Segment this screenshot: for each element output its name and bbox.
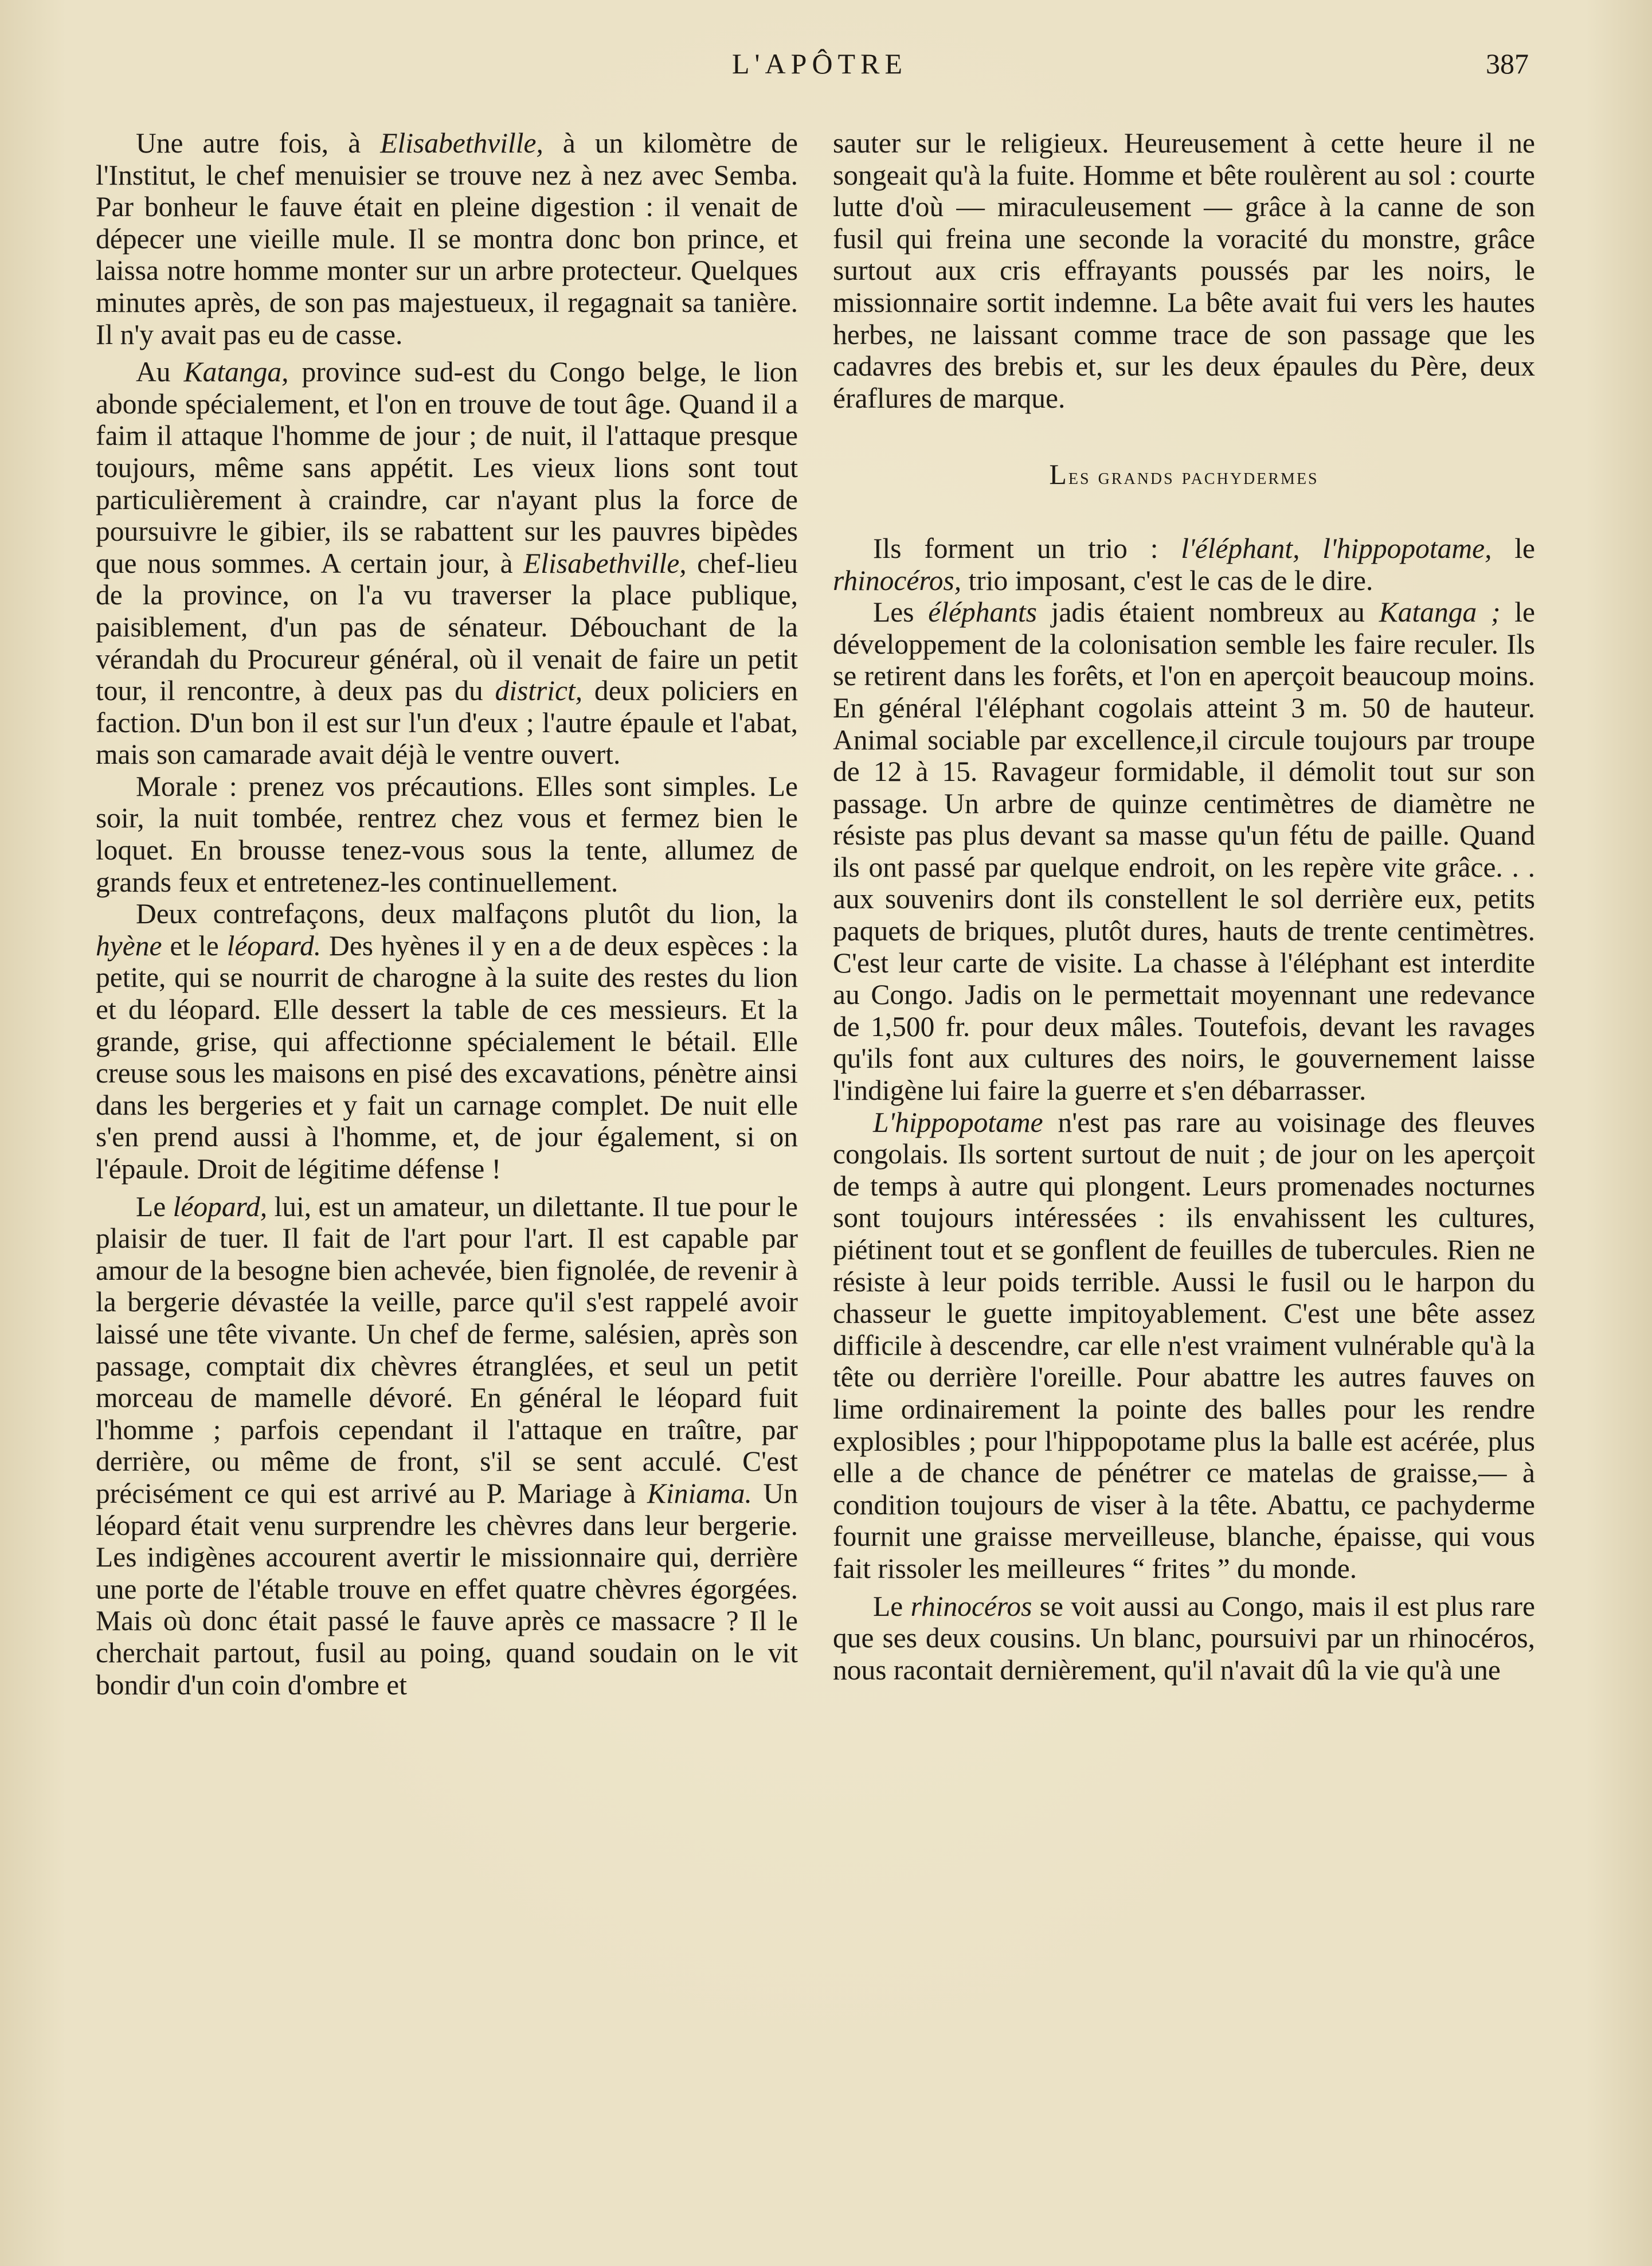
place-name: Katanga ;	[1379, 596, 1501, 628]
text-run: Ils forment un trio :	[873, 532, 1181, 564]
text-run: se voit aussi au Congo, mais il est plus rare que ses deux cousins. Un blanc, poursuivi par un rhinocéros, nous racontait dernièrement, qu'il n'avait dû la vie qu'à une	[833, 1590, 1535, 1686]
paragraph	[96, 127, 798, 350]
text-run: à un kilomètre de l'Institut, le chef menuisier se trouve nez à nez avec Semba. Par bonheur le fauve était en pleine digestion : il venait de dépecer une vieille mule. Il se montra donc bon prince, et laissa notre homme monter sur un arbre protecteur. Quelques minutes après, de son pas majestueux, il regagnait sa tanière. Il n'y avait pas eu de casse.	[96, 127, 798, 350]
animal-name: rhinocéros,	[833, 564, 962, 596]
place-name: Kiniama.	[647, 1477, 752, 1509]
animal-name: L'hippopotame	[873, 1106, 1043, 1138]
text-run: Le	[873, 1590, 911, 1622]
paragraph: sauter sur le religieux. Heureusement à cette heure il ne songeait qu'à la fuite. Homme et bête roulèrent au sol : courte lutte d'où — miraculeusement — grâce à la canne de son fusil qui freina une seconde la voracité du monstre, grâce surtout aux cris effrayants poussés par les noirs, le missionnaire sortit indemne. La bête avait fui vers les hautes herbes, ne laissant comme trace de son passage que les cadavres des brebis et, sur les deux épaules du Père, deux éraflures de marque.	[833, 127, 1535, 414]
animal-name: léopard,	[173, 1190, 268, 1222]
text-run: Le	[136, 1190, 173, 1222]
animal-name: hyène	[96, 929, 162, 962]
text-run: Un léopard était venu surprendre les chèvres dans leur bergerie. Les indigènes accourent avertir le missionnaire qui, derrière une porte de l'étable trouve en effet quatre chèvres égorgées. Mais où donc était passé le fauve après ce massacre ? Il le cherchait partout, fusil au poing, quand soudain on le vit bondir d'un coin d'ombre et	[96, 1477, 798, 1701]
text-run: n'est pas rare au voisinage des fleuves congolais. Ils sortent surtout de nuit ; de jour on les aperçoit de temps à autre qui plongent. Leurs promenades nocturnes sont toujours intéressées : ils envahissent les cultures, piétinent tout et se gonflent de feuilles de tubercules. Rien ne résiste à leur poids terrible. Aussi le fusil ou le harpon du chasseur le guette impitoyablement. C'est une bête assez difficile à descendre, car elle n'est vraiment vulnérable qu'à la tête ou derrière l'oreille. Pour abattre les autres fauves on lime ordinairement la pointe des balles pour les rendre explosibles ; pour l'hippopotame plus la balle est acérée, plus elle a de chance de pénétrer ce matelas de graisse,— à condition toujours de viser à la tête. Abattu, ce pachyderme fournit une graisse merveilleuse, blanche, épaisse, qui vous fait rissoler les meilleures “ frites ” du monde.	[833, 1106, 1535, 1584]
text-run	[1299, 533, 1322, 564]
page-number: 387	[1486, 48, 1529, 80]
text-run: Les	[873, 596, 929, 628]
text-run: trio imposant, c'est le cas de le dire.	[961, 564, 1373, 596]
paragraph	[833, 1591, 1535, 1686]
text-run: Deux contrefaçons, deux malfaçons plutôt du lion, la	[136, 898, 798, 930]
text-run: chef-lieu de la province, on l'a vu traverser la place publique, paisiblement, d'un pas de sénateur. Débouchant de la vérandah du Procureur général, où il venait de faire un petit tour, il rencontre, à deux pas du	[96, 547, 798, 707]
paragraph: Morale : prenez vos précautions. Elles sont simples. Le soir, la nuit tombée, rentrez chez vous et fermez bien le loquet. En brousse tenez-vous sous la tente, allumez de grands feux et entretenez-les continuellement.	[96, 770, 798, 898]
animal-name: léopard.	[226, 929, 322, 962]
text-run: province sud-est du Congo belge, le lion abonde spécialement, et l'on en trouve de tout âge. Quand il a faim il attaque l'homme de jour ; de nuit, il l'attaque presque toujours, même sans appétit. Les vieux lions sont tout particulièrement à craindre, car n'ayant plus la force de poursuivre le gibier, ils se rabattent sur les pauvres bipèdes que nous sommes. A certain jour, à	[96, 356, 798, 579]
text-run: lui, est un amateur, un dilettante. Il tue pour le plaisir de tuer. Il fait de l'art pour l'art. Il est capable par amour de la besogne bien achevée, bien fignolée, de revenir à la bergerie dévastée la veille, parce qu'il s'est rappelé avoir laissé une tête vivante. Un chef de ferme, salésien, après son passage, comptait dix chèvres étranglées, et seul un petit morceau de mamelle dévoré. En général le léopard fuit l'homme ; parfois cependant il l'attaque en traître, par derrière, ou même de front, s'il se sent acculé. C'est précisément ce qui est arrivé au P. Mariage à	[96, 1190, 798, 1509]
text-run: Une autre fois, à	[136, 127, 381, 159]
place-name: Elisabethville,	[523, 547, 687, 579]
text-run: le développement de la colonisation semble les faire reculer. Ils se retirent dans les forêts, et l'on en aperçoit beaucoup moins. En général l'éléphant cogolais atteint 3 m. 50 de hauteur. Animal sociable par excellence,il circule toujours par troupe de 12 à 15. Ravageur formidable, il démolit tout sur son passage. Un arbre de quinze centimètres de diamètre ne résiste pas plus devant sa masse qu'un fétu de paille. Quand ils ont passé par quelque endroit, on les repère vite grâce. . . aux souvenirs dont ils constellent le sol derrière eux, petits paquets de briques, plutôt dures, hauts de trente centimètres. C'est leur carte de visite. La chasse à l'éléphant est interdite au Congo. Jadis on le permettait moyennant une redevance de 1,500 fr. pour deux mâles. Toutefois, devant les ravages qu'ils font aux cultures des noirs, le gouvernement laisse l'indigène lui faire la guerre et s'en débarrasser.	[833, 596, 1535, 1107]
text-run: jadis étaient nombreux au	[1036, 596, 1379, 628]
paragraph	[833, 596, 1535, 1107]
paragraph	[96, 898, 798, 1185]
place-name: Katanga,	[183, 356, 289, 388]
text-run: Au	[136, 356, 184, 388]
animal-name: l'éléphant,	[1181, 532, 1300, 564]
animal-name: éléphants	[928, 596, 1037, 628]
text-run: deux policiers en faction. D'un bon il est sur l'un d'eux ; l'autre épaule et l'abat, mais son camarade avait déjà le ventre ouvert.	[96, 675, 798, 771]
paragraph	[833, 1107, 1535, 1585]
place-name: Elisabethville,	[380, 127, 543, 159]
section-heading: Les grands pachydermes	[1049, 458, 1319, 491]
running-head: L'APÔTRE	[731, 48, 907, 80]
emphasis: district,	[495, 675, 583, 707]
text-run: le	[1492, 532, 1536, 564]
left-column	[96, 127, 798, 1701]
animal-name: l'hippopotame,	[1322, 532, 1492, 564]
text-run: Des hyènes il y en a de deux espèces : la petite, qui se nourrit de charogne à la suite des restes du lion et du léopard. Elle dessert la table de ces messieurs. Et la grande, grise, qui affectionne spécialement le bétail. Elle creuse sous les maisons en pisé des excavations, pénètre ainsi dans les bergeries et y fait un carnage complet. De nuit elle s'en prend aussi à l'homme, et, de jour également, si on l'épaule. Droit de légitime défense !	[96, 929, 798, 1185]
paragraph	[833, 533, 1535, 596]
right-column	[833, 127, 1535, 1686]
paragraph	[96, 356, 798, 771]
paragraph	[96, 1191, 798, 1701]
text-run: et le	[162, 929, 227, 962]
animal-name: rhinocéros	[910, 1590, 1032, 1622]
